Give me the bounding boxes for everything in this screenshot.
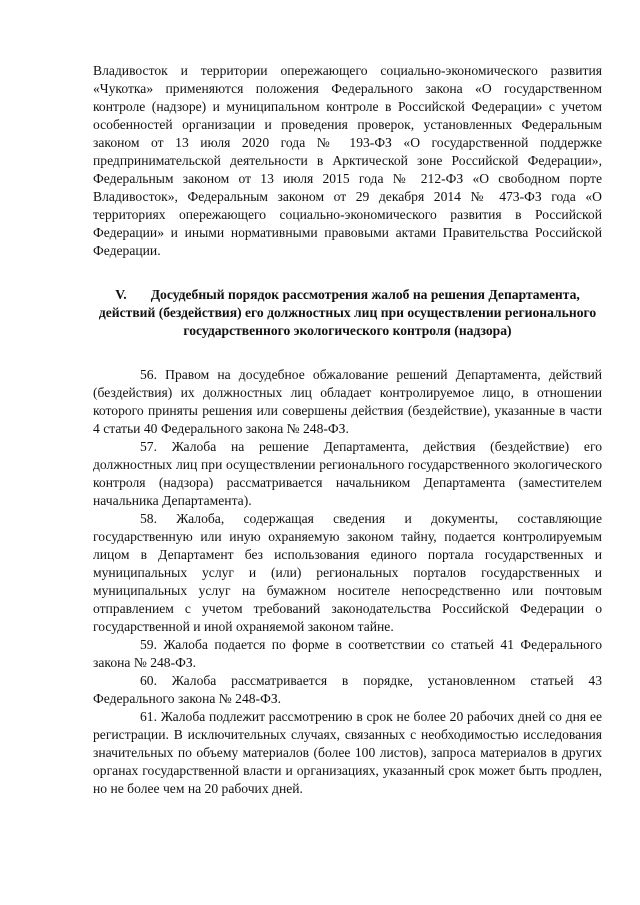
paragraph-56: 56. Правом на досудебное обжалование решений Департамента, действий (бездействия) их должностных лиц обладает контролируемое лицо, в отношении которого приняты решения или совершены действия (бездействие), указанные в части 4 статьи 40 Федерального закона № 248-ФЗ. <box>93 367 602 436</box>
paragraph-60: 60. Жалоба рассматривается в порядке, установленном статьей 43 Федерального закона № 248-ФЗ. <box>93 673 602 706</box>
paragraph-61: 61. Жалоба подлежит рассмотрению в срок не более 20 рабочих дней со дня ее регистрации. В исключительных случаях, связанных с необходимостью исследования значительных по объему материалов (более 100 листов), запроса материалов в других органах государственной власти и организациях, указанный срок может быть продлен, но не более чем на 20 рабочих дней. <box>93 709 602 796</box>
paragraph-59: 59. Жалоба подается по форме в соответствии со статьей 41 Федерального закона № 248-ФЗ. <box>93 637 602 670</box>
section-number: V. <box>115 287 127 302</box>
section-title: Досудебный порядок рассмотрения жалоб на решения Департамента, действий (бездействия) его должностных лиц при осуществлении регионального государственного экологического контроля (надзора) <box>98 287 597 338</box>
document-body <box>93 62 602 798</box>
intro-paragraph: Владивосток и территории опережающего социально-экономического развития «Чукотка» применяются положения Федерального закона «О государственном контроле (надзоре) и муниципальном контроле в Российской Федерации» с учетом особенностей организации и проведения проверок, установленных Федеральным законом от 13 июля 2020 года № 193-ФЗ «О государственной поддержке предпринимательской деятельности в Арктической зоне Российской Федерации», Федеральным законом от 13 июля 2015 года № 212-ФЗ «О свободном порте Владивосток», Федеральным законом от 29 декабря 2014 № 473-ФЗ года «О территориях опережающего социально-экономического развития в Российской Федерации» и иными нормативными правовыми актами Правительства Российской Федерации. <box>93 63 602 258</box>
paragraph-58: 58. Жалоба, содержащая сведения и документы, составляющие государственную или иную охраняемую законом тайну, подается контролируемым лицом в Департамент без использования единого портала государственных и муниципальных услуг и (или) региональных порталов государственных и муниципальных услуг на бумажном носителе непосредственно или почтовым отправлением с учетом требований законодательства Российской Федерации о государственной и иной охраняемой законом тайне. <box>93 511 602 634</box>
paragraph-57: 57. Жалоба на решение Департамента, действия (бездействие) его должностных лиц при осуществлении регионального государственного экологического контроля (надзора) рассматривается начальником Департамента (заместителем начальника Департамента). <box>93 439 602 508</box>
section-heading <box>93 286 602 340</box>
